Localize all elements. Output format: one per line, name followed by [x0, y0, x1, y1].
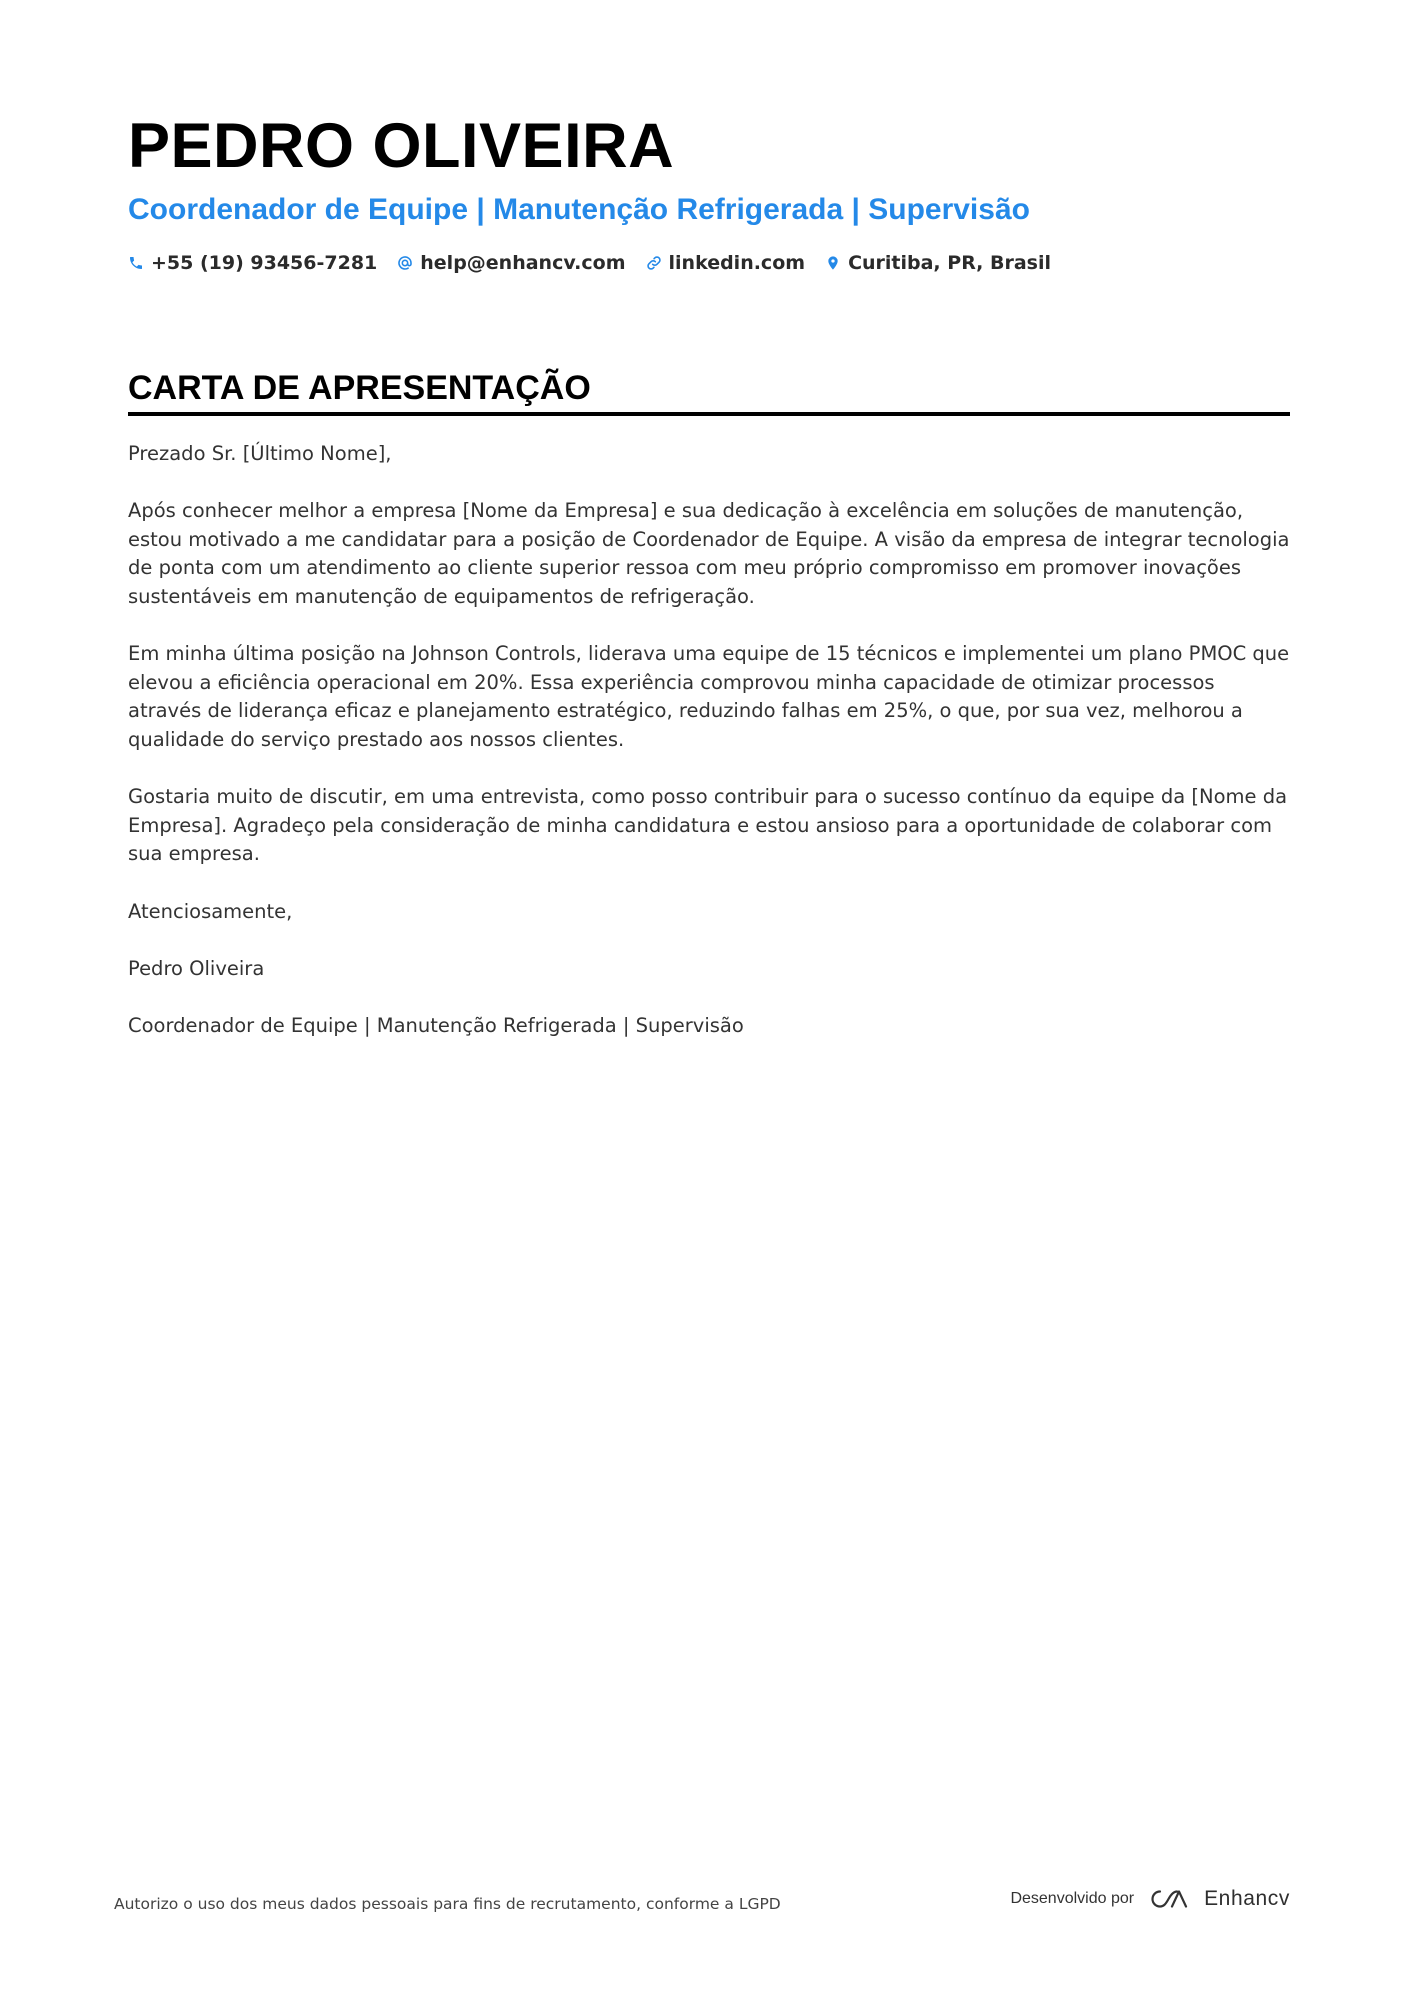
- phone-text: +55 (19) 93456-7281: [151, 252, 378, 274]
- closing: Atenciosamente,: [128, 899, 293, 923]
- contact-linkedin[interactable]: [646, 252, 806, 274]
- candidate-name: PEDRO OLIVEIRA: [128, 111, 675, 181]
- enhancv-logo-icon: [1146, 1886, 1192, 1912]
- consent-note: Autorizo o uso dos meus dados pessoais para fins de recrutamento, conforme a LGPD: [114, 1895, 781, 1913]
- signature-title: Coordenador de Equipe | Manutenção Refrigerada | Supervisão: [128, 1013, 744, 1037]
- letter-paragraph-1: Após conhecer melhor a empresa [Nome da Empresa] e sua dedicação à excelência em soluções de manutenção, estou motivado a me candidatar para a posição de Coordenador de Equipe. A visão da empresa de integrar tecnologia de ponta com um atendimento ao cliente superior ressoa com meu próprio compromisso em promover inovações sustentáveis em manutenção de equipamentos de refrigeração.: [128, 499, 1290, 608]
- contact-info: [128, 252, 1288, 274]
- map-pin-icon: [825, 255, 841, 271]
- cover-letter-section: [128, 366, 1290, 1069]
- brand-name: Enhancv: [1204, 1887, 1290, 1910]
- linkedin-text: linkedin.com: [668, 252, 806, 274]
- phone-icon: [128, 255, 144, 271]
- contact-email[interactable]: [397, 252, 625, 274]
- link-icon: [646, 255, 662, 271]
- letter-paragraph-3: Gostaria muito de discutir, em uma entrevista, como posso contribuir para o sucesso contínuo da equipe da [Nome da Empresa]. Agradeço pela consideração de minha candidatura e estou ansioso para a oportunidade de colaborar com sua empresa.: [128, 785, 1288, 866]
- at-icon: [397, 255, 413, 271]
- contact-location: [825, 252, 1051, 274]
- candidate-headline: Coordenador de Equipe | Manutenção Refrigerada | Supervisão: [128, 193, 1030, 226]
- section-title: CARTA DE APRESENTAÇÃO: [128, 366, 1290, 416]
- branding[interactable]: [1010, 1886, 1290, 1912]
- letter-body: [128, 440, 1293, 1040]
- salutation: Prezado Sr. [Último Nome],: [128, 442, 392, 465]
- header: [128, 110, 1288, 274]
- signature-name: Pedro Oliveira: [128, 956, 265, 980]
- email-text: help@enhancv.com: [420, 252, 626, 274]
- contact-phone: [128, 252, 377, 274]
- built-with-text: Desenvolvido por: [1010, 1890, 1135, 1907]
- letter-paragraph-2: Em minha última posição na Johnson Controls, liderava uma equipe de 15 técnicos e implementei um plano PMOC que elevou a eficiência operacional em 20%. Essa experiência comprovou minha capacidade de otimizar processos através de liderança eficaz e planejamento estratégico, reduzindo falhas em 25%, o que, por sua vez, melhorou a qualidade do serviço prestado aos nossos clientes.: [128, 642, 1290, 751]
- location-text: Curitiba, PR, Brasil: [848, 252, 1052, 274]
